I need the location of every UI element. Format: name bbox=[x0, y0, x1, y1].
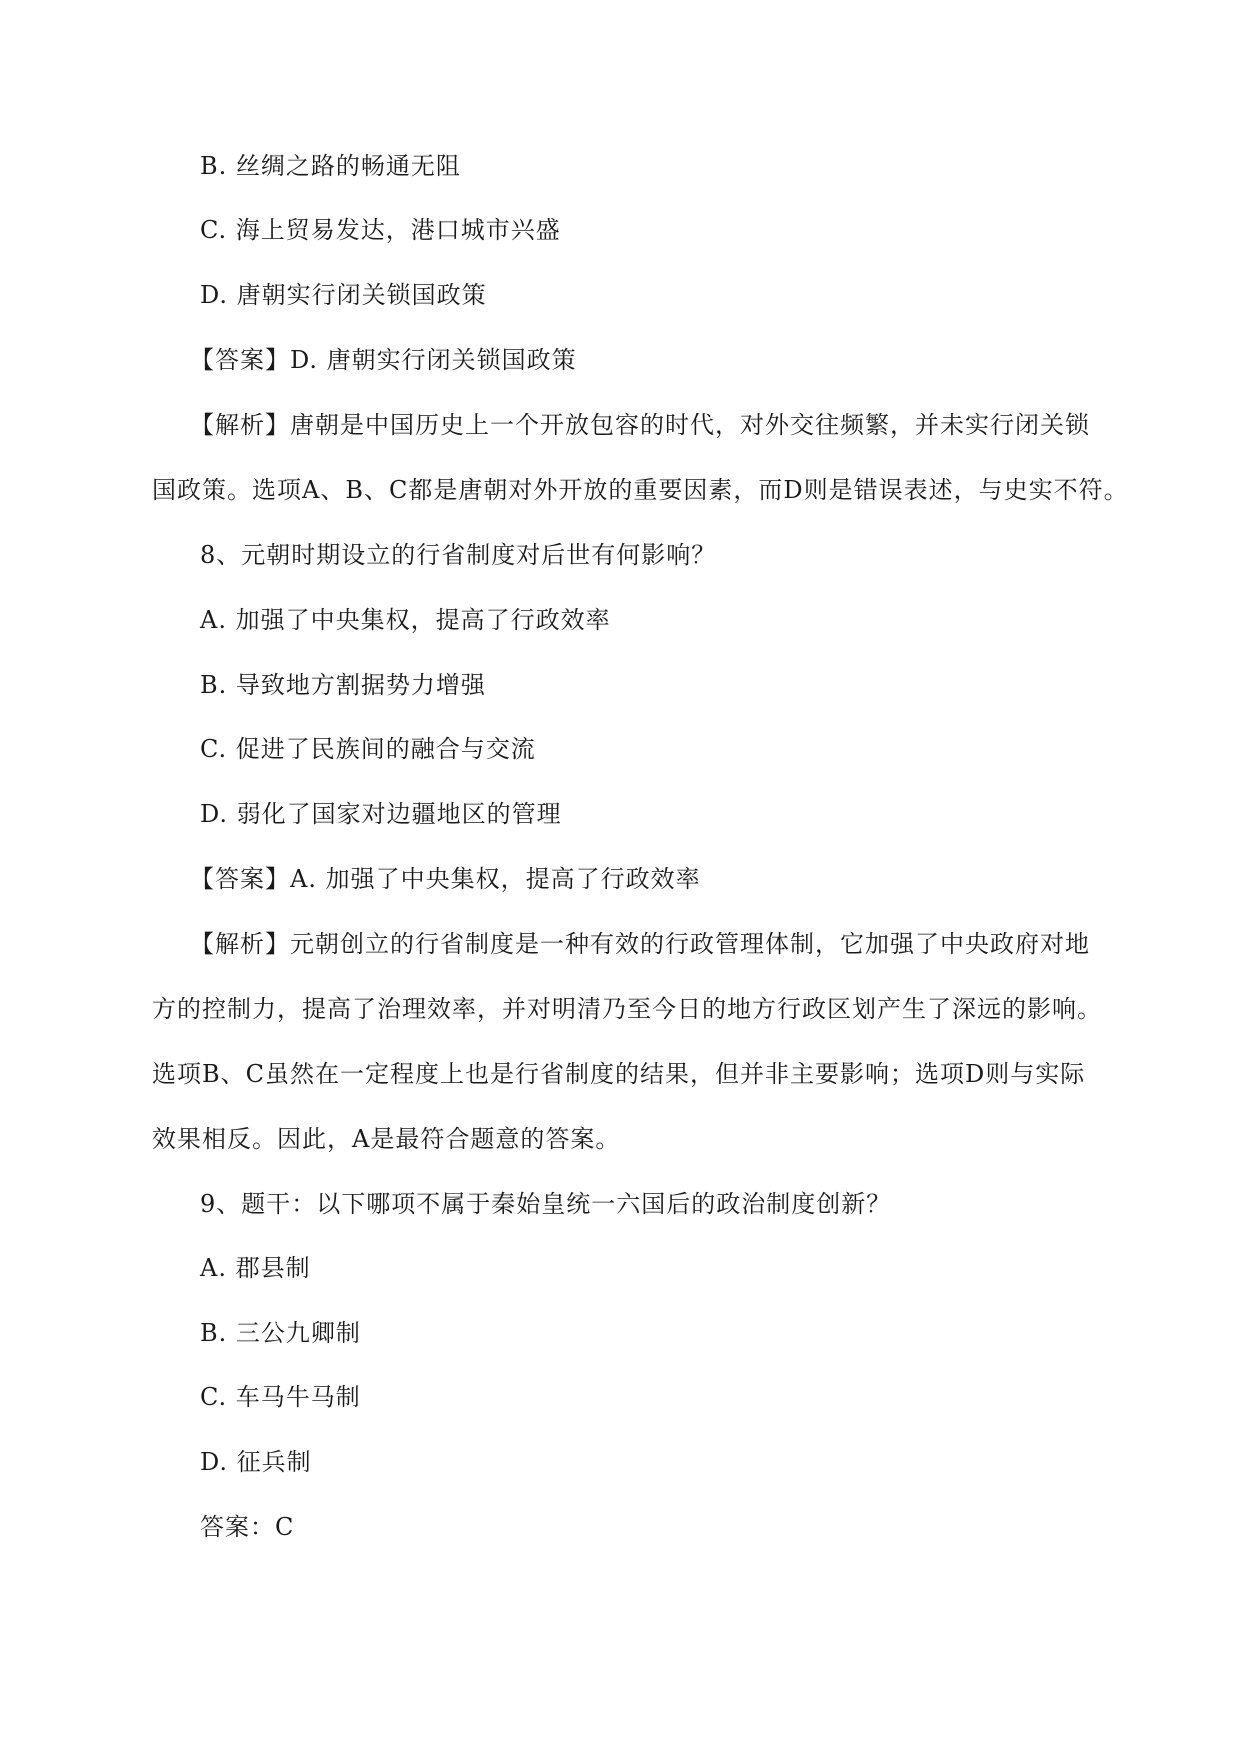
q9-option-a: A. 郡县制 bbox=[200, 1254, 311, 1282]
q9-option-b: B. 三公九卿制 bbox=[200, 1319, 361, 1347]
q8-question: 8、元朝时期设立的行省制度对后世有何影响？ bbox=[200, 541, 717, 569]
q9-option-d: D. 征兵制 bbox=[200, 1448, 312, 1476]
q8-option-d: D. 弱化了国家对边疆地区的管理 bbox=[200, 800, 562, 828]
q9-option-c: C. 车马牛马制 bbox=[200, 1383, 361, 1411]
q8-analysis-line-4: 效果相反。因此，A是最符合题意的答案。 bbox=[152, 1125, 621, 1153]
q8-option-a: A. 加强了中央集权，提高了行政效率 bbox=[200, 606, 611, 634]
q7-analysis-line-1: 【解析】唐朝是中国历史上一个开放包容的时代，对外交往频繁，并未实行闭关锁 bbox=[190, 411, 1090, 439]
q9-question: 9、题干：以下哪项不属于秦始皇统一六国后的政治制度创新？ bbox=[200, 1190, 892, 1218]
q7-option-d: D. 唐朝实行闭关锁国政策 bbox=[200, 281, 487, 309]
q8-option-c: C. 促进了民族间的融合与交流 bbox=[200, 735, 536, 763]
q8-answer: 【答案】A. 加强了中央集权，提高了行政效率 bbox=[190, 865, 701, 893]
q7-option-b: B. 丝绸之路的畅通无阻 bbox=[200, 152, 461, 180]
q7-option-c: C. 海上贸易发达，港口城市兴盛 bbox=[200, 216, 561, 244]
q7-answer: 【答案】D. 唐朝实行闭关锁国政策 bbox=[190, 346, 577, 374]
q9-answer: 答案：C bbox=[200, 1513, 295, 1541]
q8-analysis-line-2: 方的控制力，提高了治理效率，并对明清乃至今日的地方行政区划产生了深远的影响。 bbox=[152, 995, 1102, 1023]
q8-analysis-line-1: 【解析】元朝创立的行省制度是一种有效的行政管理体制，它加强了中央政府对地 bbox=[190, 930, 1090, 958]
q7-analysis-line-2: 国政策。选项A、B、C都是唐朝对外开放的重要因素，而D则是错误表述，与史实不符。 bbox=[152, 476, 1129, 504]
q8-analysis-line-3: 选项B、C虽然在一定程度上也是行省制度的结果，但并非主要影响；选项D则与实际 bbox=[152, 1060, 1086, 1088]
q8-option-b: B. 导致地方割据势力增强 bbox=[200, 671, 486, 699]
